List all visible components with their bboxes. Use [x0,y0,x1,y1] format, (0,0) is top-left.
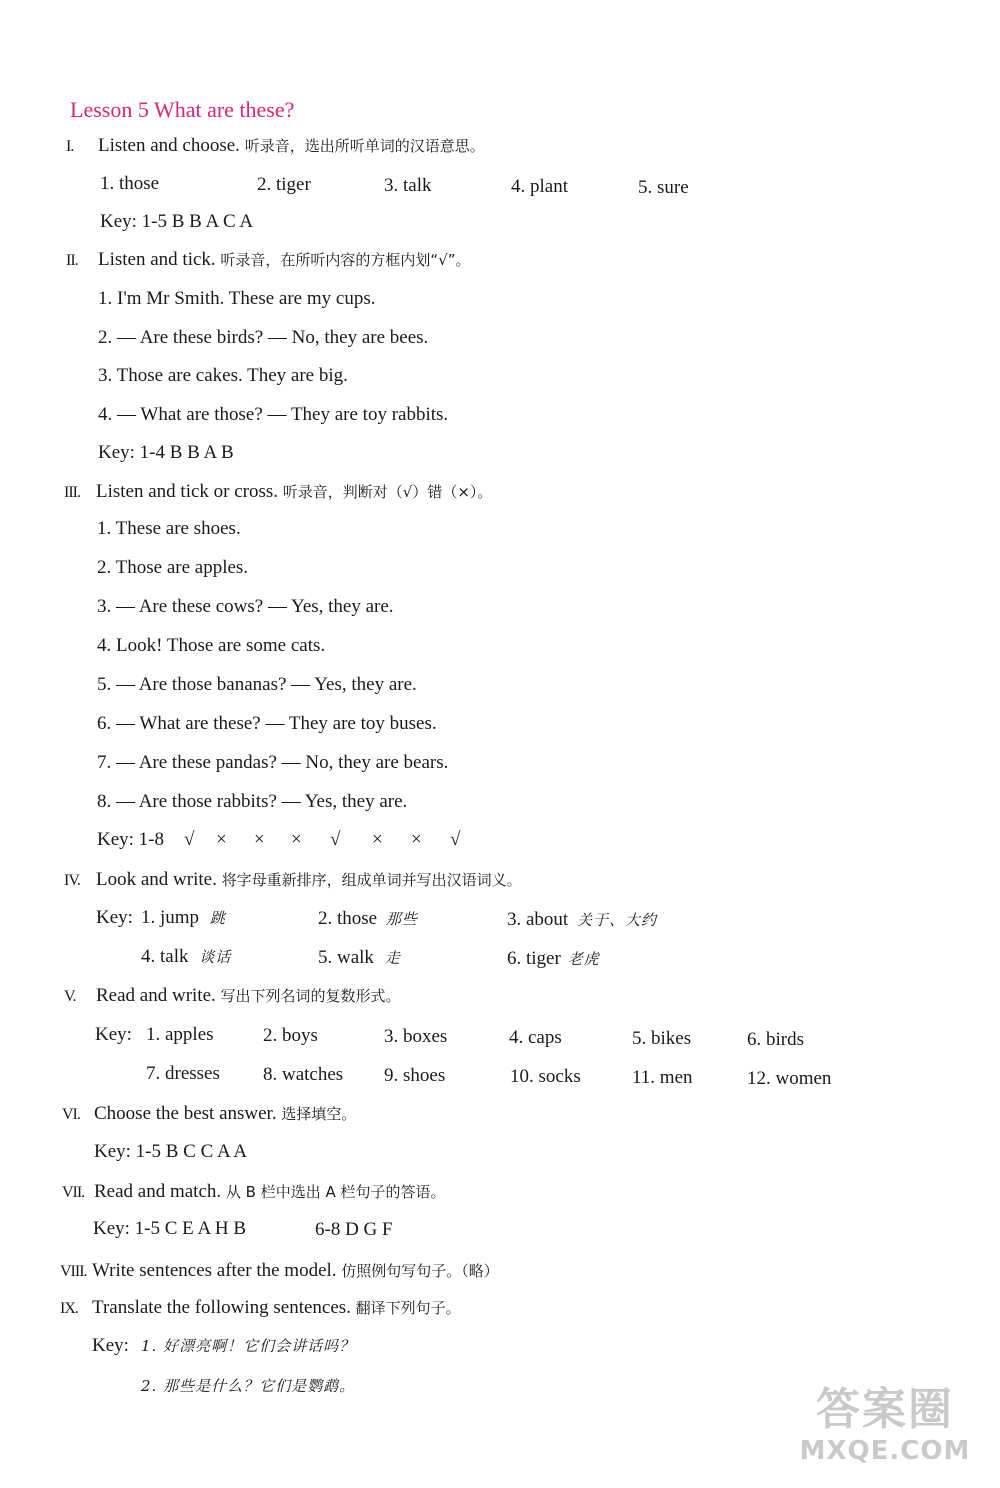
script-line: 1. These are shoes. [97,518,241,539]
section-6-heading [62,1102,356,1127]
word-answer [141,906,226,930]
section-number: III. [64,484,80,501]
section-instruction-cn: 听录音，选出所听单词的汉语意思。 [244,137,485,155]
script-line: 3. Those are cakes. They are big. [98,365,348,386]
section-instruction-cn: 写出下列名词的复数形式。 [220,987,401,1005]
answer-key-label: Key: [96,907,133,928]
word-answer-en: 4. talk [141,946,189,967]
word-item: 5. sure [638,177,689,198]
section-instruction: Translate the following sentences. [92,1297,351,1318]
section-instruction: Choose the best answer. [94,1103,277,1124]
plural-answer: 10. socks [510,1066,581,1087]
plural-answer: 1. apples [146,1024,214,1045]
word-answer [318,907,418,931]
answer-key-continued: 6-8 D G F [315,1219,393,1240]
answer-mark: √ [184,829,195,850]
section-instruction-cn: 选择填空。 [281,1105,357,1123]
answer-mark: √ [450,829,461,850]
section-number: II. [66,252,78,269]
answer-mark: × [216,829,227,850]
section-7-heading [62,1180,446,1205]
plural-answer: 2. boys [263,1025,318,1046]
word-answer [507,908,657,932]
word-answer [141,945,231,969]
plural-answer: 11. men [632,1067,693,1088]
translation-answer: 1. 好漂亮啊！它们会讲话吗？ [141,1337,356,1355]
watermark-logo-text: 答案圈 [816,1384,954,1435]
word-answer-cn: 关于、大约 [576,911,657,929]
answer-mark: × [411,829,422,850]
word-answer-cn: 走 [384,949,401,967]
word-answer-cn: 老虎 [567,950,600,968]
section-instruction: Listen and choose. [98,135,240,156]
script-line: 6. — What are these? — They are toy buses. [97,713,437,734]
plural-answer: 3. boxes [384,1026,448,1047]
answer-mark: × [372,829,383,850]
section-instruction-cn: 仿照例句写句子。（略） [341,1262,499,1280]
word-answer-en: 6. tiger [507,948,561,969]
word-answer-en: 5. walk [318,947,374,968]
script-line: 4. Look! Those are some cats. [97,635,326,656]
section-5-heading [64,984,401,1009]
section-4-heading [64,868,522,893]
plural-answer: 6. birds [747,1029,804,1050]
answer-key-label: Key: [95,1024,132,1045]
word-answer-cn: 那些 [385,910,418,928]
section-instruction-cn: 从 B 栏中选出 A 栏句子的答语。 [225,1183,446,1201]
answer-key: Key: 1-5 B C C A A [94,1141,248,1162]
script-line: 7. — Are these pandas? — No, they are bears. [97,752,449,773]
section-instruction-cn: 翻译下列句子。 [355,1299,461,1317]
word-answer-en: 2. those [318,908,378,929]
answer-key: Key: 1-4 B B A B [98,442,234,463]
word-answer [318,946,401,970]
plural-answer: 7. dresses [146,1063,220,1084]
section-number: VIII. [60,1263,87,1280]
answer-mark: × [291,829,302,850]
plural-answer: 12. women [747,1068,832,1089]
section-instruction: Read and write. [96,985,216,1006]
answer-key-label: Key: [92,1335,129,1356]
plural-answer: 8. watches [263,1064,344,1085]
section-3-heading [64,480,492,505]
watermark-url: MXQE.COM [799,1436,971,1466]
word-answer-en: 1. jump [141,907,200,928]
section-instruction: Read and match. [94,1181,222,1202]
word-item: 4. plant [511,176,568,197]
section-number: I. [66,138,74,155]
section-instruction: Look and write. [96,869,217,890]
answer-key: Key: 1-5 C E A H B [93,1218,247,1239]
word-answer [507,947,600,971]
word-answer-cn: 谈话 [199,948,232,966]
word-item: 3. talk [384,175,432,196]
site-watermark [790,1384,980,1474]
section-instruction: Listen and tick. [98,249,216,270]
lesson-title: Lesson 5 What are these? [70,97,295,122]
answer-mark: × [254,829,265,850]
section-8-heading [60,1259,499,1284]
script-line: 8. — Are those rabbits? — Yes, they are. [97,791,408,812]
script-line: 1. I'm Mr Smith. These are my cups. [98,288,376,309]
word-item: 1. those [100,173,160,194]
translation-answer: 2. 那些是什么？它们是鹦鹉。 [141,1377,356,1395]
script-line: 3. — Are these cows? — Yes, they are. [97,596,394,617]
section-2-heading [66,248,471,273]
answer-key: Key: 1-5 B B A C A [100,211,254,232]
answer-mark: √ [330,829,341,850]
word-answer-cn: 跳 [209,909,226,927]
word-answer-en: 3. about [507,909,569,930]
plural-answer: 5. bikes [632,1028,692,1049]
section-instruction-cn: 将字母重新排序，组成单词并写出汉语词义。 [221,871,522,889]
section-number: VI. [62,1106,80,1123]
answer-key-label: Key: 1-8 [97,829,165,850]
section-instruction-cn: 听录音，判断对（√）错（×）。 [282,483,493,501]
plural-answer: 4. caps [509,1027,562,1048]
word-item: 2. tiger [257,174,311,195]
script-line: 5. — Are those bananas? — Yes, they are. [97,674,417,695]
script-line: 2. Those are apples. [97,557,249,578]
script-line: 2. — Are these birds? — No, they are bees. [98,327,429,348]
section-1-heading [66,134,485,159]
plural-answer: 9. shoes [384,1065,446,1086]
section-instruction: Listen and tick or cross. [96,481,279,502]
script-line: 4. — What are those? — They are toy rabbits. [98,404,449,425]
section-instruction: Write sentences after the model. [92,1260,337,1281]
section-number: V. [64,988,76,1005]
section-number: IV. [64,872,80,889]
section-9-heading [60,1296,461,1321]
section-number: VII. [62,1184,85,1201]
section-number: IX. [60,1300,78,1317]
section-instruction-cn: 听录音，在所听内容的方框内划“√”。 [220,251,471,269]
